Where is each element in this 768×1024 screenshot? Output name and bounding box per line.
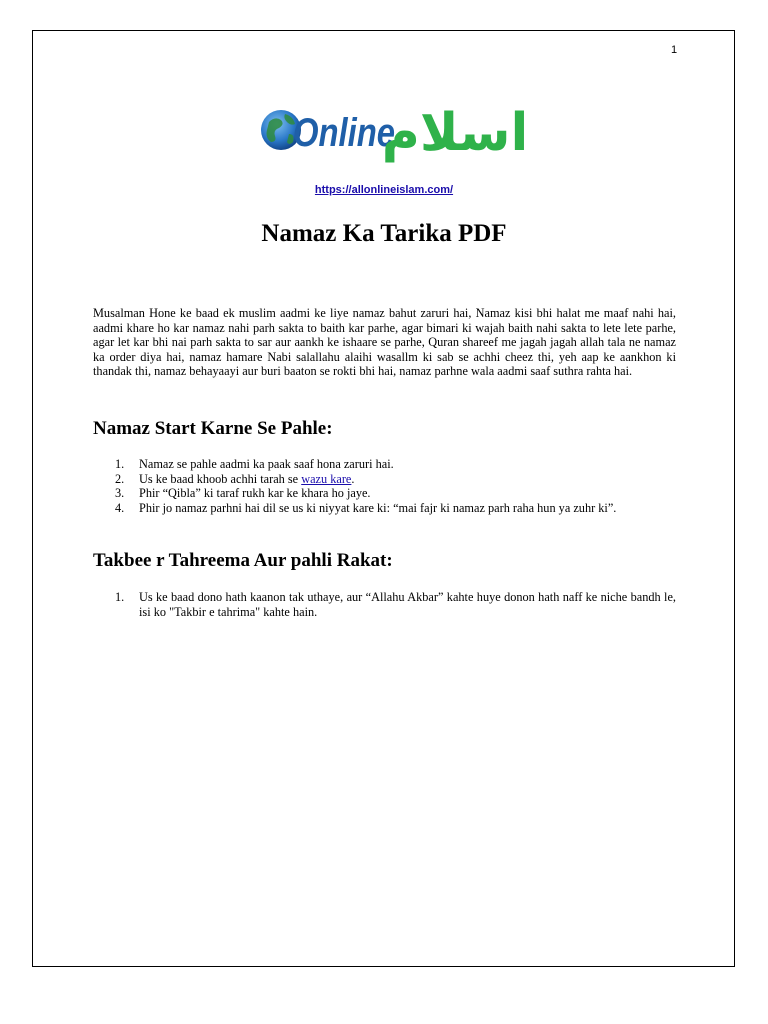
logo-arabic-text: اسلام — [381, 103, 529, 163]
list-item — [93, 486, 676, 501]
list-number: 1. — [115, 457, 125, 471]
list-number: 1. — [115, 590, 125, 604]
list-number: 2. — [115, 471, 125, 486]
steps-list-takbeer — [93, 590, 676, 619]
list-item-text: Namaz se pahle aadmi ka paak saaf hona zaruri hai. — [139, 457, 394, 471]
page-number: 1 — [670, 44, 678, 56]
section-heading-start: Namaz Start Karne Se Pahle: — [93, 418, 333, 439]
site-link[interactable]: https://allonlineislam.com/ — [314, 184, 454, 196]
list-item — [93, 457, 676, 472]
wazu-link[interactable]: wazu kare — [301, 471, 352, 486]
list-item — [93, 472, 676, 487]
list-item — [93, 501, 676, 516]
page-title: Namaz Ka Tarika PDF — [261, 220, 507, 247]
section-heading-takbeer: Takbee r Tahreema Aur pahli Rakat: — [93, 550, 393, 571]
list-item-text: Us ke baad dono hath kaanon tak uthaye, aur “Allahu Akbar” kahte huye donon hath naff ke niche bandh le, isi ko "Takbir e tahrima" kahte hain. — [139, 590, 676, 619]
logo-online-text: Online — [293, 111, 395, 155]
list-item-text: Phir jo namaz parhni hai dil se us ki niyyat kare ki: “mai fajr ki namaz parh raha hun ya zuhr ki”. — [139, 500, 617, 515]
site-logo — [255, 84, 529, 176]
list-number: 4. — [115, 500, 125, 515]
list-item-text: Phir “Qibla” ki taraf rukh kar ke khara ho jaye. — [139, 486, 371, 501]
list-item — [93, 590, 676, 619]
list-number: 3. — [115, 486, 125, 501]
list-item-text: Us ke baad khoob achhi tarah se — [139, 471, 302, 486]
intro-paragraph: Musalman Hone ke baad ek muslim aadmi ke liye namaz bahut zaruri hai, Namaz kisi bhi halat me maaf nahi hai, aadmi khare ho kar namaz nahi parh sakta to baith kar parhe, agar bimari ki wajah baith nahi sakta to lete lete parhe, agar let kar bhi nai parh sakta to sar aur aankh ke ishaare se parhe, Quran shareef me jagah jagah allah tala ne namaz ka order diya hai, namaz hamare Nabi salallahu alaihi wasallm ki sab se achhi cheez thi, yeh aap ke aankhon ki thandak thi, namaz behayaayi aur buri baaton se rokti bhi hai, namaz parhne wala aadmi saaf suthra rahta hai. — [93, 306, 676, 379]
list-item-suffix: . — [351, 471, 355, 486]
steps-list-start — [93, 457, 676, 515]
